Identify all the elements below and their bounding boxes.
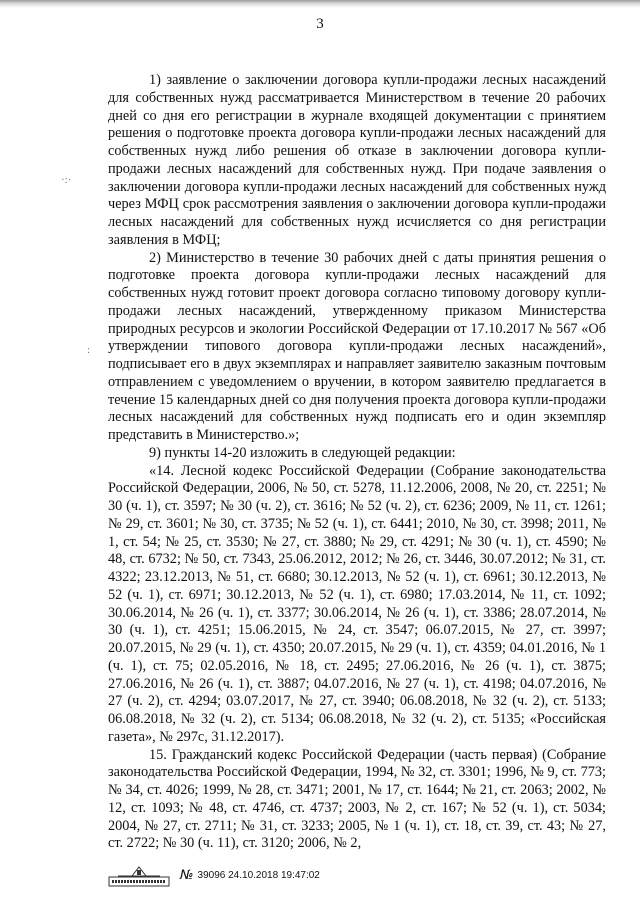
- document-body: [108, 72, 606, 853]
- margin-mark-icon: ·:·: [61, 174, 72, 186]
- page-number: 3: [316, 16, 324, 32]
- registry-stamp-icon: [108, 863, 170, 887]
- number-sign-icon: №: [180, 867, 194, 883]
- paragraph-3: 9) пункты 14-20 изложить в следующей редакции:: [149, 444, 456, 461]
- paragraph-4: «14. Лесной кодекс Российской Федерации (Собрание законодательства Российской Федерации, 2006, № 50, ст. 5278, 11.12.2006, 2008, № 20, ст. 2251; № 30 (ч. 1), ст. 3597; № 30 (ч. 2), ст. 3616; № 52 (ч. 2), ст. 6236; 2009, № 11, ст. 1261; № 29, ст. 3601; № 30, ст. 3735; № 52 (ч. 1), ст. 6441; 2010, № 30, ст. 3998; 2011, № 1, ст. 54; № 25, ст. 3530; № 27, ст. 3880; № 29, ст. 4291; № 30 (ч. 1), ст. 4590; № 48, ст. 6732; № 50, ст. 7343, 25.06.2012, 2012; № 26, ст. 3446, 30.07.2012; № 31, ст. 4322; 23.12.2013, № 51, ст. 6680; 30.12.2013, № 52 (ч. 1), ст. 6961; 30.12.2013, № 52 (ч. 1), ст. 6971; 30.12.2013, № 52 (ч. 1), ст. 6980; 17.03.2014, № 11, ст. 1092; 30.06.2014, № 26 (ч. 1), ст. 3377; 30.06.2014, № 26 (ч. 1), ст. 3386; 28.07.2014, № 30 (ч. 1), ст. 4251; 15.06.2015, № 24, ст. 3547; 06.07.2015, № 27, ст. 3997; 20.07.2015, № 29 (ч. 1), ст. 4350; 20.07.2015, № 29 (ч. 1), ст. 4359; 04.01.2016, № 1 (ч. 1), ст. 75; 02.05.2016, № 18, ст. 2495; 27.06.2016, № 26 (ч. 1), ст. 3875; 27.06.2016, № 26 (ч. 1), ст. 3887; 04.07.2016, № 27 (ч. 1), ст. 4198; 04.07.2016, № 27 (ч. 2), ст. 4294; 03.07.2017, № 27, ст. 3940; 06.08.2018, № 32 (ч. 2), ст. 5133; 06.08.2018, № 32 (ч. 2), ст. 5134; 06.08.2018, № 32 (ч. 2), ст. 5135; «Российская газета», № 297с, 31.12.2017).: [108, 462, 606, 745]
- scan-edge-shading: [0, 0, 640, 8]
- paragraph-5: 15. Гражданский кодекс Российской Федерации (часть первая) (Собрание законодательства Российской Федерации, 1994, № 32, ст. 3301; 1996, № 9, ст. 773; № 34, ст. 4026; 1999, № 28, ст. 3471; 2001, № 17, ст. 1644; № 21, ст. 2063; 2002, № 12, ст. 1093; № 48, ст. 4746, ст. 4737; 2003, № 2, ст. 167; № 52 (ч. 1), ст. 5034; 2004, № 27, ст. 2711; № 31, ст. 3233; 2005, № 1 (ч. 1), ст. 18, ст. 39, ст. 43; № 27, ст. 2722; № 30 (ч. 11), ст. 3120; 2006, № 2,: [108, 746, 606, 852]
- registration-stamp: [180, 868, 320, 883]
- margin-mark-icon: :: [87, 344, 91, 356]
- paragraph-1: 1) заявление о заключении договора купли-продажи лесных насаждений для собственных нужд рассматривается Министерством в течение 20 рабочих дней со дня его регистрации в журнале входящей документации с принятием решения о подготовке проекта договора купли-продажи лесных насаждений для собственных нужд либо решения об отказе в заключении договора купли-продажи лесных насаждений для собственных нужд. При подаче заявления о заключении договора купли-продажи лесных насаждений для собственных нужд через МФЦ срок рассмотрения заявления о заключении договора купли-продажи лесных насаждений для собственных нужд исчисляется со дня регистрации заявления в МФЦ;: [108, 72, 606, 248]
- registration-number: 39096 24.10.2018 19:47:02: [197, 869, 320, 881]
- document-footer: [108, 860, 320, 890]
- paragraph-2: 2) Министерство в течение 30 рабочих дней с даты принятия решения о подготовке проекта договора купли-продажи лесных насаждений для собственных нужд готовит проект договора согласно типовому договору купли-продажи лесных насаждений, утвержденному приказом Министерства природных ресурсов и экологии Российской Федерации от 17.10.2017 № 567 «Об утверждении типового договора купли-продажи лесных насаждений», подписывает его в двух экземплярах и направляет заявителю заказным почтовым отправлением с уведомлением о вручении, в котором заявителю предлагается в течение 15 календарных дней со дня получения проекта договора купли-продажи лесных насаждений для собственных нужд подписать его и один экземпляр представить в Министерство.»;: [108, 249, 606, 443]
